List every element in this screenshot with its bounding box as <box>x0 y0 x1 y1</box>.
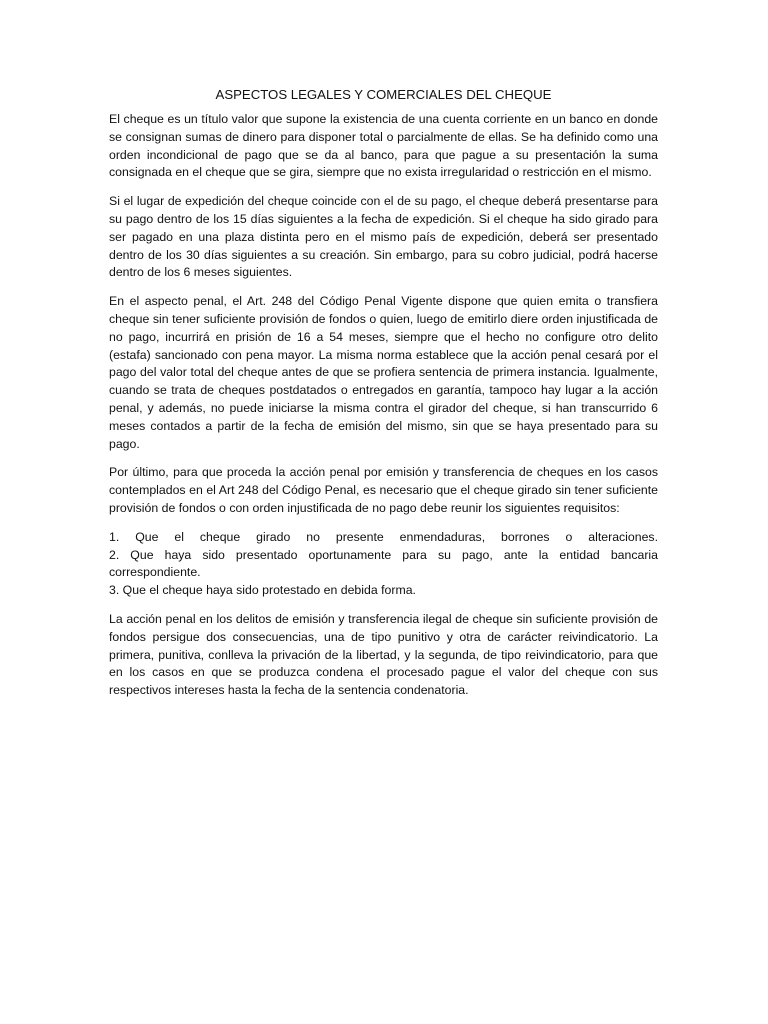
list-item: 3. Que el cheque haya sido protestado en debida forma. <box>109 583 416 598</box>
document-page <box>109 86 658 711</box>
document-title: ASPECTOS LEGALES Y COMERCIALES DEL CHEQUE <box>215 87 552 102</box>
paragraph-penal-consequences: La acción penal en los delitos de emisión y transferencia ilegal de cheque sin suficiente provisión de fondos persigue dos consecuencias, una de tipo punitivo y otra de carácter reivindicatorio. La primera, punitiva, conlleva la privación de la libertad, y la segunda, de tipo reivindicatorio, para que en los casos en que se produzca condena el procesado pague el valor del cheque con sus respectivos intereses hasta la fecha de la sentencia condenatoria. <box>109 611 658 698</box>
paragraph-penal-aspect: En el aspecto penal, el Art. 248 del Código Penal Vigente dispone que quien emita o transfiera cheque sin tener suficiente provisión de fondos o quien, luego de emitirlo diere orden injustificada de no pago, incurrirá en prisión de 16 a 54 meses, siempre que el hecho no configure otro delito (estafa) sancionado con pena mayor. La misma norma establece que la acción penal cesará por el pago del valor total del cheque antes de que se profiera sentencia de primera instancia. Igualmente, cuando se trata de cheques postdatados o entregados en garantía, tampoco hay lugar a la acción penal, y además, no puede iniciarse la misma contra el girador del cheque, si han transcurrido 6 meses contados a partir de la fecha de emisión del mismo, sin que se haya presentado para su pago. <box>109 294 658 451</box>
list-item: 2. Que haya sido presentado oportunamente para su pago, ante la entidad bancaria correspondiente. <box>109 547 658 580</box>
list-item: 1. Que el cheque girado no presente enmendaduras, borrones o alteraciones. <box>109 529 658 544</box>
paragraph-presentation-terms: Si el lugar de expedición del cheque coincide con el de su pago, el cheque deberá presentarse para su pago dentro de los 15 días siguientes a la fecha de expedición. Si el cheque ha sido girado para ser pagado en una plaza distinta pero en el mismo país de expedición, deberá ser presentado dentro de los 30 días siguientes a su creación. Sin embargo, para su cobro judicial, podrá hacerse dentro de los 6 meses siguientes. <box>109 194 658 280</box>
paragraph-requirements-intro: Por último, para que proceda la acción penal por emisión y transferencia de cheques en los casos contemplados en el Art 248 del Código Penal, es necesario que el cheque girado sin tener suficiente provisión de fondos o con orden injustificada de no pago debe reunir los siguientes requisitos: <box>109 465 658 515</box>
requirements-list <box>109 529 658 600</box>
paragraph-definition: El cheque es un título valor que supone la existencia de una cuenta corriente en un banco en donde se consignan sumas de dinero para disponer total o parcialmente de ellas. Se ha definido como una orden incondicional de pago que se da al banco, para que pague a su presentación la suma consignada en el cheque que se gira, siempre que no exista irregularidad o restricción en el mismo. <box>109 112 658 180</box>
